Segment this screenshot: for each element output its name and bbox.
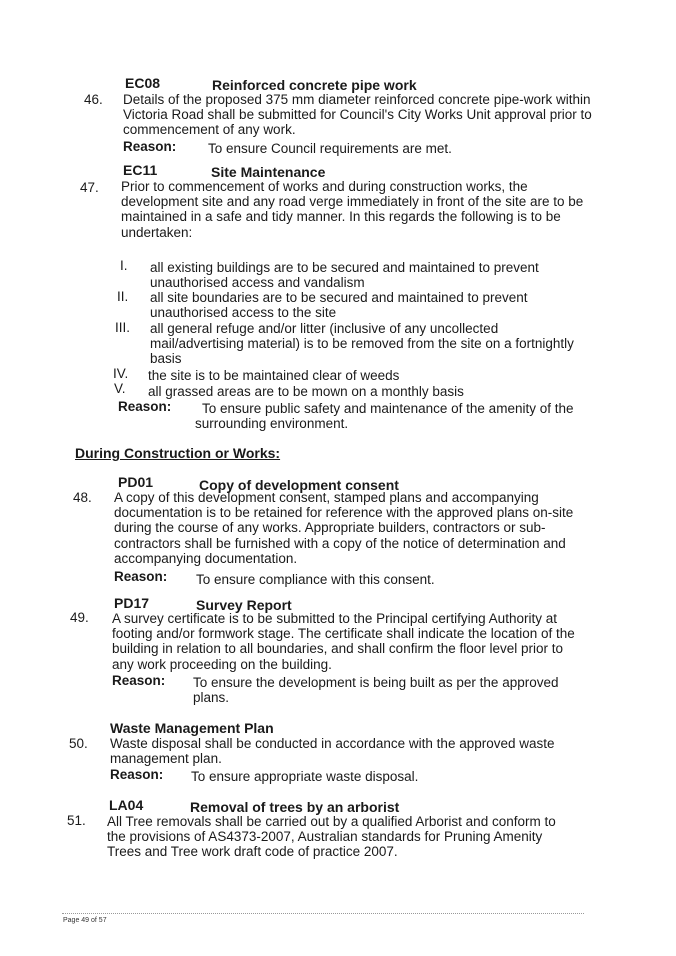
- body-line: Trees and Tree work draft code of practice 2007.: [107, 844, 398, 860]
- condition-title: Waste Management Plan: [110, 720, 274, 736]
- reason-text: To ensure public safety and maintenance of the amenity of the: [202, 401, 574, 416]
- body-line: documentation is to be retained for reference with the approved plans on-site: [114, 505, 574, 521]
- condition-body: [123, 92, 598, 138]
- body-line: management plan.: [110, 751, 222, 767]
- list-marker: IV.: [113, 366, 129, 381]
- body-line: the provisions of AS4373-2007, Australian standards for Pruning Amenity: [107, 829, 543, 845]
- reason-label: Reason:: [112, 673, 166, 688]
- condition-number: 51.: [67, 813, 86, 828]
- body-line: during the course of any works. Appropriate builders, contractors or sub-: [114, 520, 546, 536]
- reason-label: Reason:: [123, 139, 177, 154]
- condition-code: EC11: [123, 162, 158, 178]
- list-line: basis: [150, 351, 182, 367]
- condition-body: [114, 490, 590, 566]
- reason-label: Reason:: [114, 569, 168, 584]
- body-line: Victoria Road shall be submitted for Council's City Works Unit approval prior to: [123, 107, 592, 123]
- condition-number: 50.: [69, 736, 88, 751]
- reason-text: To ensure compliance with this consent.: [196, 572, 435, 587]
- condition-number: 46.: [84, 92, 103, 107]
- body-line: A copy of this development consent, stamped plans and accompanying: [114, 490, 539, 505]
- body-line: contractors shall be furnished with a copy of the notice of determination and: [114, 535, 566, 551]
- list-marker: III.: [115, 320, 131, 335]
- list-marker: I.: [120, 258, 128, 273]
- list-line: unauthorised access and vandalism: [150, 275, 365, 291]
- body-line: footing and/or formwork stage. The certificate shall indicate the location of the: [112, 626, 575, 642]
- reason-text: To ensure Council requirements are met.: [208, 141, 452, 156]
- condition-body: [112, 611, 590, 672]
- list-item: [150, 290, 595, 320]
- condition-code: EC08: [125, 75, 161, 91]
- list-item: [150, 321, 595, 367]
- condition-body: [107, 814, 590, 860]
- page-number: Page 49 of 57: [63, 917, 107, 924]
- list-line: unauthorised access to the site: [150, 305, 337, 321]
- list-line: all grassed areas are to be mown on a monthly basis: [148, 384, 464, 399]
- reason-label: Reason:: [110, 767, 164, 782]
- condition-title: Survey Report: [196, 597, 292, 613]
- reason-text: To ensure the development is being built as per the approved: [193, 675, 559, 690]
- body-line: maintained in a safe and tidy manner. In this regards the following is to be: [121, 209, 561, 225]
- condition-code: PD17: [114, 595, 150, 611]
- footer-divider: [62, 913, 584, 914]
- body-line: Waste disposal shall be conducted in accordance with the approved waste: [110, 736, 555, 751]
- condition-title: Copy of development consent: [199, 477, 399, 493]
- condition-title: Reinforced concrete pipe work: [212, 77, 417, 93]
- list-marker: V.: [114, 381, 126, 396]
- list-line: all existing buildings are to be secured and maintained to prevent: [150, 260, 539, 275]
- body-line: development site and any road verge immediately in front of the site are to be: [121, 194, 584, 210]
- reason-label: Reason:: [118, 399, 172, 414]
- list-line: all general refuge and/or litter (inclusive of any uncollected: [150, 321, 499, 336]
- body-line: accompanying documentation.: [114, 550, 298, 566]
- condition-code: LA04: [109, 797, 144, 813]
- condition-title: Removal of trees by an arborist: [190, 799, 400, 815]
- list-line: the site is to be maintained clear of weeds: [148, 368, 400, 383]
- list-marker: II.: [117, 289, 129, 304]
- body-line: Prior to commencement of works and during construction works, the: [121, 179, 528, 194]
- body-line: All Tree removals shall be carried out by a qualified Arborist and conform to: [107, 814, 556, 829]
- body-line: A survey certificate is to be submitted to the Principal certifying Authority at: [112, 611, 557, 626]
- body-line: Details of the proposed 375 mm diameter reinforced concrete pipe-work within: [123, 92, 591, 107]
- condition-number: 47.: [80, 180, 99, 195]
- reason-text: surrounding environment.: [195, 416, 349, 431]
- reason-text: To ensure appropriate waste disposal.: [191, 769, 419, 784]
- condition-body: [121, 179, 596, 240]
- reason-text: plans.: [193, 690, 230, 705]
- condition-number: 48.: [73, 490, 92, 505]
- list-line: all site boundaries are to be secured and maintained to prevent: [150, 290, 528, 305]
- condition-title: Site Maintenance: [211, 164, 326, 180]
- condition-body: [110, 736, 590, 766]
- section-heading: During Construction or Works:: [75, 445, 281, 461]
- condition-code: PD01: [118, 474, 154, 490]
- body-line: building in relation to all boundaries, and shall confirm the floor level prior to: [112, 641, 564, 657]
- body-line: commencement of any work.: [123, 122, 296, 138]
- list-item: [150, 260, 595, 290]
- condition-number: 49.: [70, 610, 89, 625]
- body-line: any work proceeding on the building.: [112, 656, 332, 672]
- list-line: mail/advertising material) is to be removed from the site on a fortnightly: [150, 336, 574, 352]
- body-line: undertaken:: [121, 224, 193, 240]
